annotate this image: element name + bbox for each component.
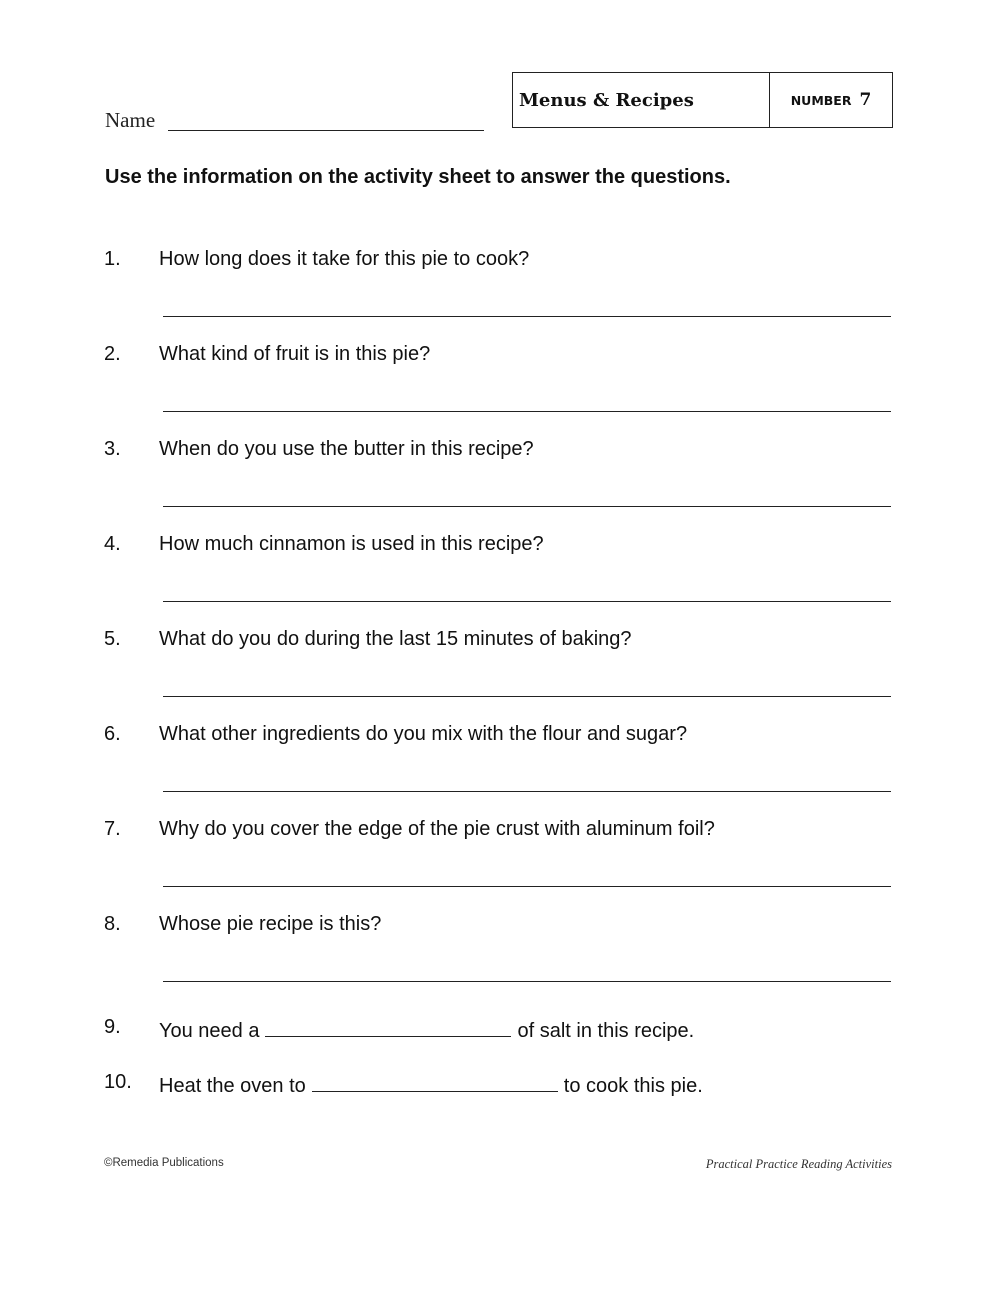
answer-line-8[interactable]	[163, 981, 891, 982]
fill-in-question-10	[159, 1071, 703, 1098]
answer-line-7[interactable]	[163, 886, 891, 887]
question-text: What kind of fruit is in this pie?	[159, 343, 431, 365]
footer-series-title: Practical Practice Reading Activities	[705, 1157, 892, 1171]
question-number: 4.	[104, 533, 121, 555]
footer-copyright: ©Remedia Publications	[104, 1157, 224, 1169]
fill-in-after: to cook this pie.	[563, 1075, 703, 1097]
fill-in-blank-9[interactable]	[265, 1016, 511, 1037]
answer-line-5[interactable]	[163, 696, 891, 697]
worksheet-number	[770, 73, 892, 127]
question-number: 3.	[104, 438, 121, 460]
fill-in-before: Heat the oven to	[159, 1075, 306, 1097]
question-number: 10.	[104, 1071, 132, 1093]
question-text: How much cinnamon is used in this recipe?	[159, 533, 544, 555]
question-number: 5.	[104, 628, 121, 650]
fill-in-before: You need a	[159, 1020, 260, 1042]
question-number: 1.	[104, 248, 121, 270]
question-number: 9.	[104, 1016, 121, 1038]
question-number: 8.	[104, 913, 121, 935]
question-number: 7.	[104, 818, 121, 840]
question-text: Whose pie recipe is this?	[159, 913, 382, 935]
question-text: Why do you cover the edge of the pie crust with aluminum foil?	[159, 818, 715, 840]
fill-in-after: of salt in this recipe.	[517, 1020, 695, 1042]
number-value: 7	[859, 90, 872, 110]
answer-line-2[interactable]	[163, 411, 891, 412]
question-number: 2.	[104, 343, 121, 365]
number-label: NUMBER	[790, 92, 852, 108]
answer-line-4[interactable]	[163, 601, 891, 602]
fill-in-blank-10[interactable]	[312, 1071, 558, 1092]
name-label: Name	[105, 108, 156, 132]
instructions: Use the information on the activity sheet to answer the questions.	[105, 166, 731, 188]
answer-line-6[interactable]	[163, 791, 891, 792]
question-number: 6.	[104, 723, 121, 745]
answer-line-1[interactable]	[163, 316, 891, 317]
question-text: What other ingredients do you mix with the flour and sugar?	[159, 723, 688, 745]
worksheet-header-box	[512, 72, 893, 128]
question-text: How long does it take for this pie to cook?	[159, 248, 530, 270]
answer-line-3[interactable]	[163, 506, 891, 507]
worksheet-title: Menus & Recipes	[513, 73, 770, 127]
question-text: When do you use the butter in this recipe?	[159, 438, 534, 460]
name-field[interactable]	[168, 130, 484, 131]
fill-in-question-9	[159, 1016, 694, 1043]
question-text: What do you do during the last 15 minutes of baking?	[159, 628, 632, 650]
